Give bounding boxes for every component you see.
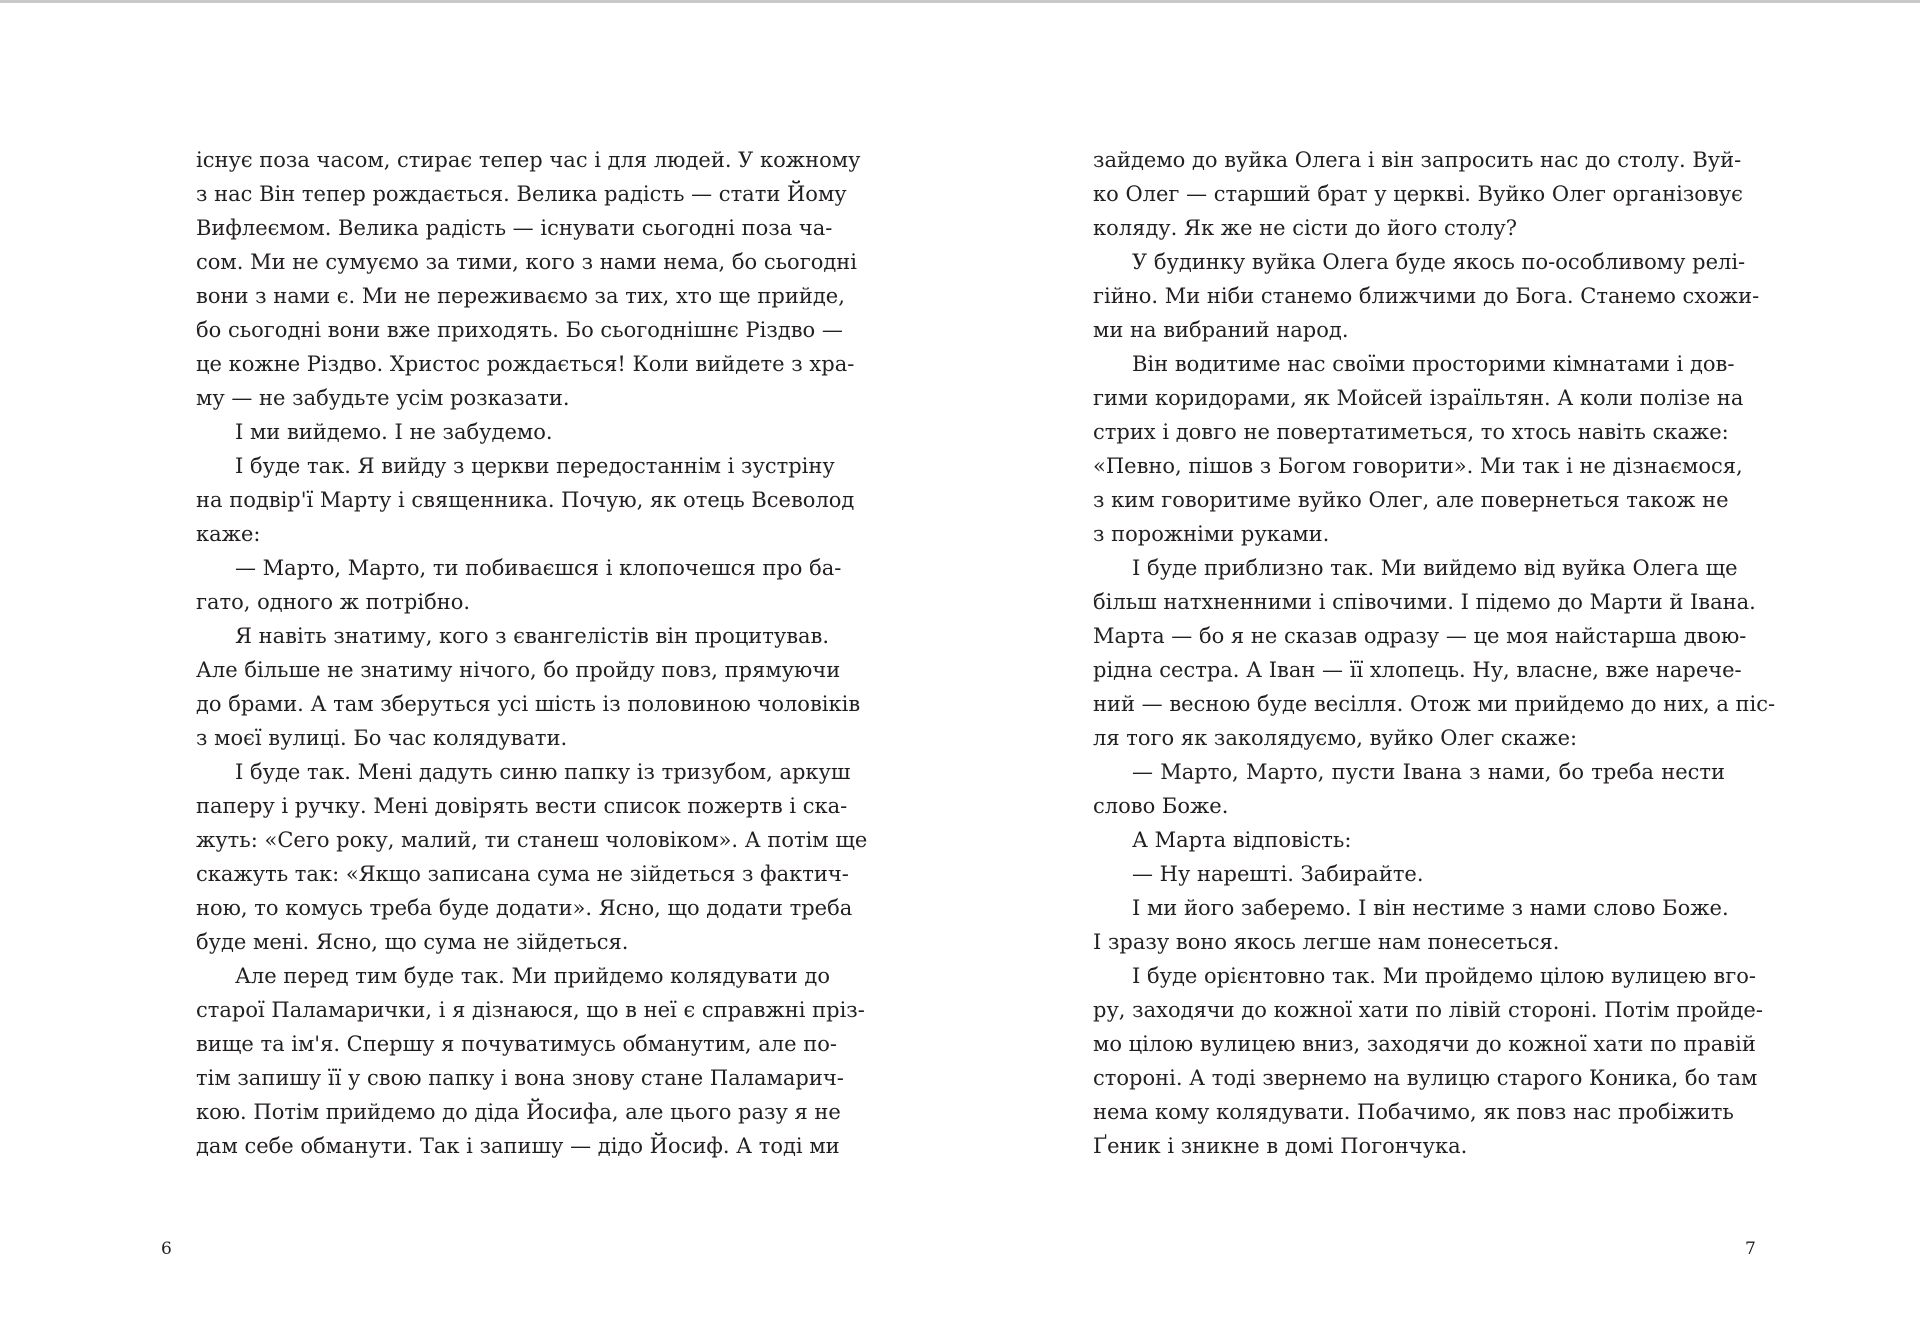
text-line: мо цілою вулицею вниз, заходячи до кожної хати по правій: [1093, 1032, 1756, 1056]
text-line: І буде орієнтовно так. Ми пройдемо цілою вулицею вго-: [1132, 964, 1756, 988]
text-line: це кожне Різдво. Христос рождається! Коли вийдете з хра-: [196, 352, 855, 376]
text-line: паперу і ручку. Мені довірять вести список пожертв і ска-: [196, 794, 848, 818]
text-line: І буде так. Я вийду з церкви передостаннім і зустріну: [235, 454, 835, 478]
text-line: ко Олег — старший брат у церкві. Вуйко Олег організовує: [1093, 182, 1743, 206]
text-line: жуть: «Сего року, малий, ти станеш чоловіком». А потім ще: [196, 828, 868, 852]
text-line: більш натхненними і співочими. І підемо до Марти й Івана.: [1093, 590, 1756, 614]
text-line: бо сьогодні вони вже приходять. Бо сьогоднішнє Різдво —: [196, 318, 843, 342]
text-line: — Марто, Марто, ти побиваєшся і клопочешся про ба-: [235, 556, 842, 580]
text-line: му — не забудьте усім розказати.: [196, 386, 570, 410]
text-line: слово Боже.: [1093, 794, 1229, 818]
text-line: на подвір'ї Марту і священника. Почую, як отець Всеволод: [196, 488, 855, 512]
text-line: вище та ім'я. Спершу я почуватимусь обманутим, але по-: [196, 1032, 837, 1056]
text-line: стороні. А тоді звернемо на вулицю старого Коника, бо там: [1093, 1066, 1758, 1090]
text-line: «Певно, пішов з Богом говорити». Ми так і не дізнаємося,: [1093, 454, 1743, 478]
right-page-number: 7: [1745, 1239, 1756, 1259]
text-line: з ким говоритиме вуйко Олег, але повернеться також не: [1093, 488, 1729, 512]
text-line: тім запишу її у свою папку і вона знову стане Паламарич-: [196, 1066, 844, 1090]
text-line: І ми його заберемо. І він нестиме з нами слово Боже.: [1132, 896, 1729, 920]
text-line: ля того як заколядуємо, вуйко Олег скаже:: [1093, 726, 1578, 750]
text-line: зайдемо до вуйка Олега і він запросить нас до столу. Вуй-: [1093, 148, 1742, 172]
text-line: дам себе обманути. Так і запишу — дідо Йосиф. А тоді ми: [196, 1134, 840, 1158]
text-line: старої Паламарички, і я дізнаюся, що в неї є справжні пріз-: [196, 998, 865, 1022]
text-line: І ми вийдемо. І не забудемо.: [235, 420, 553, 444]
text-line: І буде приблизно так. Ми вийдемо від вуйка Олега ще: [1132, 556, 1738, 580]
text-line: сом. Ми не сумуємо за тими, кого з нами нема, бо сьогодні: [196, 250, 857, 274]
text-line: коляду. Як же не сісти до його столу?: [1093, 216, 1517, 240]
text-line: нема кому колядувати. Побачимо, як повз нас пробіжить: [1093, 1100, 1734, 1124]
text-line: І буде так. Мені дадуть синю папку із тризубом, аркуш: [235, 760, 851, 784]
text-line: з порожніми руками.: [1093, 522, 1330, 546]
text-line: Марта — бо я не сказав одразу — це моя найстарша двою-: [1093, 624, 1747, 648]
text-line: ми на вибраний народ.: [1093, 318, 1349, 342]
text-line: з моєї вулиці. Бо час колядувати.: [196, 726, 568, 750]
text-line: Але більше не знатиму нічого, бо пройду повз, прямуючи: [196, 658, 841, 682]
text-line: стрих і довго не повертатиметься, то хтось навіть скаже:: [1093, 420, 1729, 444]
text-line: ний — весною буде весілля. Отож ми прийдемо до них, а піс-: [1093, 692, 1776, 716]
text-line: — Ну нарешті. Забирайте.: [1132, 862, 1424, 886]
text-line: гійно. Ми ніби станемо ближчими до Бога. Станемо схожи-: [1093, 284, 1760, 308]
text-line: Він водитиме нас своїми просторими кімнатами і дов-: [1132, 352, 1735, 376]
text-line: Вифлеємом. Велика радість — існувати сьогодні поза ча-: [196, 216, 833, 240]
text-line: гато, одного ж потрібно.: [196, 590, 471, 614]
text-line: ною, то комусь треба буде додати». Ясно, що додати треба: [196, 896, 853, 920]
text-line: І зразу воно якось легше нам понесеться.: [1093, 930, 1560, 954]
text-line: А Марта відповість:: [1132, 828, 1352, 852]
text-line: до брами. А там зберуться усі шість із половиною чоловіків: [196, 692, 861, 716]
text-line: існує поза часом, стирає тепер час і для людей. У кожному: [196, 148, 861, 172]
right-page: [960, 0, 1920, 1331]
left-page-text: [196, 143, 868, 1163]
text-line: ру, заходячи до кожної хати по лівій стороні. Потім пройде-: [1093, 998, 1763, 1022]
text-line: каже:: [196, 522, 261, 546]
text-line: Ґеник і зникне в домі Погончука.: [1093, 1134, 1468, 1158]
text-line: гими коридорами, як Мойсей ізраїльтян. А коли полізе на: [1093, 386, 1744, 410]
text-line: — Марто, Марто, пусти Івана з нами, бо треба нести: [1132, 760, 1725, 784]
text-line: скажуть так: «Якщо записана сума не зійдеться з фактич-: [196, 862, 849, 886]
text-line: У будинку вуйка Олега буде якось по-особливому релі-: [1132, 250, 1746, 274]
text-line: рідна сестра. А Іван — її хлопець. Ну, власне, вже нарече-: [1093, 658, 1742, 682]
text-line: Але перед тим буде так. Ми прийдемо колядувати до: [235, 964, 830, 988]
text-line: з нас Він тепер рождається. Велика радість — стати Йому: [196, 182, 847, 206]
right-page-text: [1093, 143, 1776, 1163]
text-line: буде мені. Ясно, що сума не зійдеться.: [196, 930, 629, 954]
left-page-number: 6: [161, 1239, 172, 1259]
text-line: Я навіть знатиму, кого з євангелістів він процитував.: [235, 624, 830, 648]
text-line: вони з нами є. Ми не переживаємо за тих, хто ще прийде,: [196, 284, 845, 308]
text-line: кою. Потім прийдемо до діда Йосифа, але цього разу я не: [196, 1100, 841, 1124]
